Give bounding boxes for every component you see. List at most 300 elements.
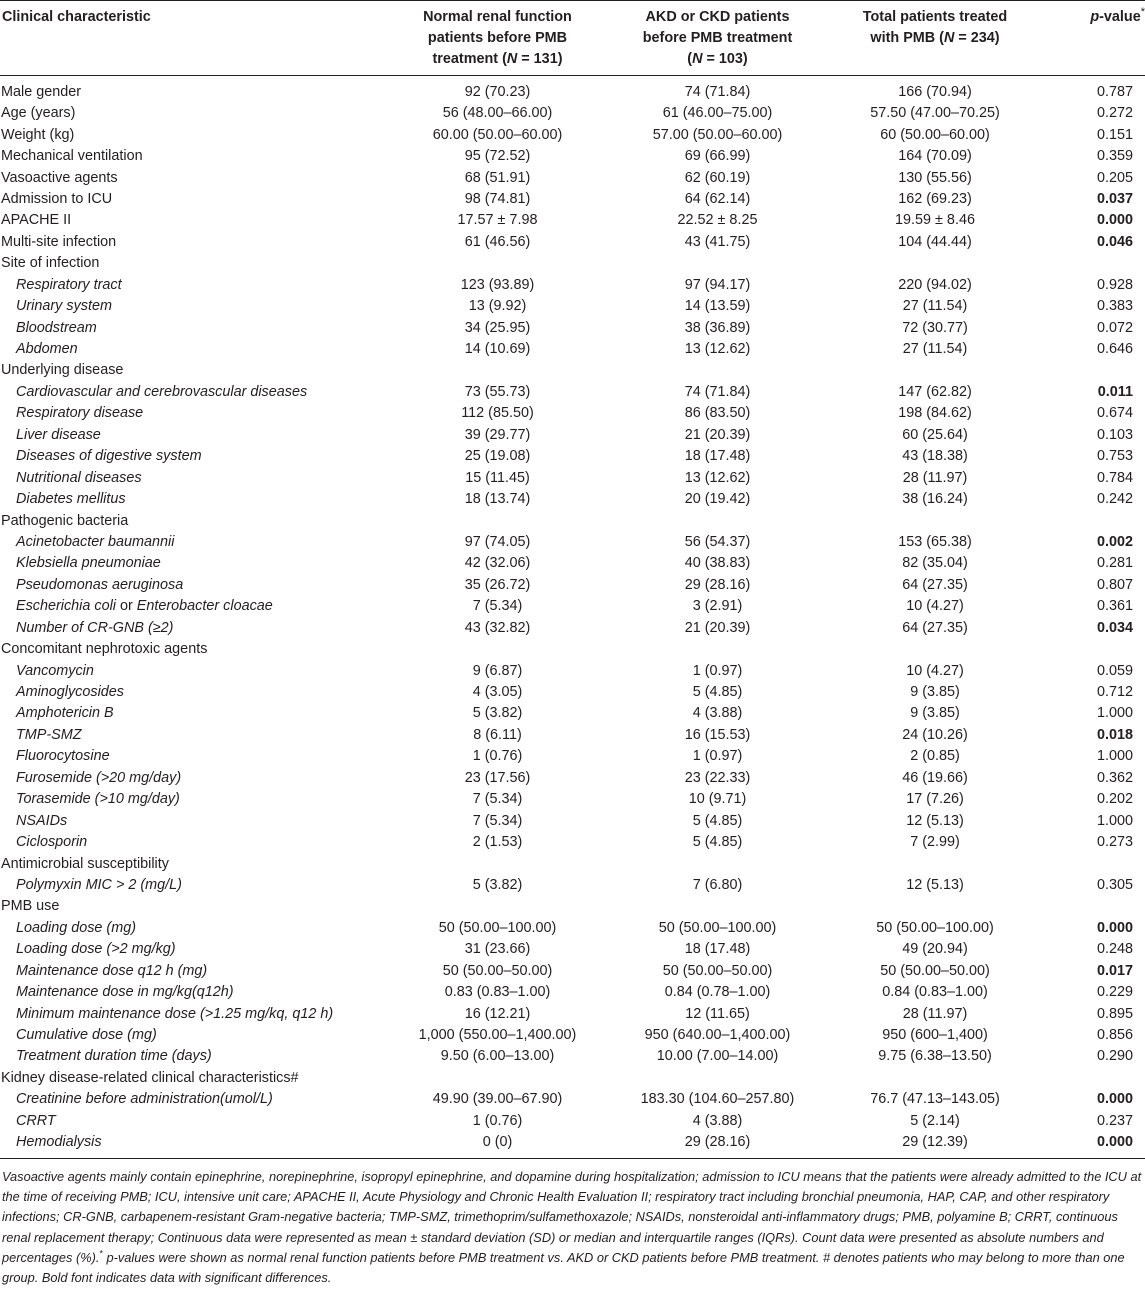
cell-akd-ckd: 20 (19.42) xyxy=(684,491,751,508)
cell-akd-ckd: 74 (71.84) xyxy=(684,383,751,400)
cell-p-value: 0.017 xyxy=(1096,962,1133,979)
row-label: Treatment duration time (days) xyxy=(16,1048,212,1065)
row-label: Aminoglycosides xyxy=(16,684,124,701)
cell-total: 38 (16.24) xyxy=(902,491,968,508)
table-row-group xyxy=(0,146,1145,167)
header-p-mark: * xyxy=(1140,6,1145,19)
table-row xyxy=(0,275,1145,296)
cell-akd-ckd: 950 (640.00–1,400.00) xyxy=(644,1027,791,1044)
cell-akd-ckd: 61 (46.00–75.00) xyxy=(662,105,773,122)
cell-total: 10 (4.27) xyxy=(906,598,964,615)
row-label: Cumulative dose (mg) xyxy=(16,1027,157,1044)
cell-akd-ckd: 29 (28.16) xyxy=(684,576,751,593)
header-p-rest: -value xyxy=(1099,9,1141,25)
cell-total xyxy=(825,1068,1045,1089)
cell-total xyxy=(825,639,1045,660)
row-label: Loading dose (>2 mg/kg) xyxy=(16,941,176,958)
row-label: CRRT xyxy=(16,1112,56,1129)
row-label: Underlying disease xyxy=(1,362,124,379)
cell-normal-renal: 14 (10.69) xyxy=(464,341,531,358)
cell-total: 950 (600–1,400) xyxy=(882,1027,988,1044)
cell-p-value: 0.000 xyxy=(1096,1091,1133,1108)
row-label: Vasoactive agents xyxy=(1,169,118,186)
cell-total: 153 (65.38) xyxy=(898,533,972,550)
table-body xyxy=(0,76,1145,1159)
cell-normal-renal: 1,000 (550.00–1,400.00) xyxy=(418,1027,577,1044)
table-row xyxy=(0,553,1145,574)
cell-p-value: 0.895 xyxy=(1096,1005,1133,1022)
row-label: PMB use xyxy=(1,898,60,915)
row-label: Age (years) xyxy=(1,105,76,122)
header-col2-line2: patients before PMB xyxy=(427,30,568,46)
row-label: Pathogenic bacteria xyxy=(1,512,129,529)
cell-p-value: 0.037 xyxy=(1096,190,1133,207)
cell-akd-ckd xyxy=(610,253,825,274)
header-col4-line2-pre: with PMB ( xyxy=(870,30,944,46)
header-col2-n: N xyxy=(506,51,518,67)
row-label: Antimicrobial susceptibility xyxy=(1,855,169,872)
table-row xyxy=(0,618,1145,639)
cell-akd-ckd xyxy=(610,510,825,531)
cell-normal-renal xyxy=(385,360,610,381)
cell-total: 50 (50.00–50.00) xyxy=(880,962,990,979)
table-row xyxy=(0,682,1145,703)
row-label: Amphotericin B xyxy=(16,705,114,722)
cell-normal-renal: 25 (19.08) xyxy=(464,448,531,465)
header-col3-line1: AKD or CKD patients xyxy=(645,9,790,25)
cell-p-value: 0.383 xyxy=(1096,298,1133,315)
row-label: Creatinine before administration(umol/L) xyxy=(16,1091,273,1108)
header-col4-line1: Total patients treated xyxy=(862,9,1008,25)
cell-p-value: 0.784 xyxy=(1096,469,1133,486)
cell-normal-renal: 49.90 (39.00–67.90) xyxy=(432,1091,563,1108)
cell-p-value xyxy=(1045,253,1145,274)
cell-p-value: 0.646 xyxy=(1096,341,1133,358)
row-label: Site of infection xyxy=(1,255,100,272)
cell-normal-renal: 23 (17.56) xyxy=(464,769,531,786)
cell-akd-ckd: 5 (4.85) xyxy=(692,684,743,701)
cell-akd-ckd: 4 (3.88) xyxy=(692,705,743,722)
cell-akd-ckd: 21 (20.39) xyxy=(684,619,751,636)
cell-p-value: 0.205 xyxy=(1096,169,1133,186)
cell-akd-ckd: 5 (4.85) xyxy=(692,834,743,851)
cell-akd-ckd: 29 (28.16) xyxy=(684,1134,751,1150)
cell-normal-renal xyxy=(385,896,610,917)
cell-total: 9.75 (6.38–13.50) xyxy=(878,1048,992,1065)
cell-p-value: 0.072 xyxy=(1096,319,1133,336)
cell-akd-ckd: 1 (0.97) xyxy=(692,662,743,679)
cell-p-value: 0.712 xyxy=(1096,684,1133,701)
table-row xyxy=(0,596,1145,617)
cell-total: 104 (44.44) xyxy=(898,233,972,250)
row-label: Diabetes mellitus xyxy=(16,491,126,508)
cell-normal-renal: 34 (25.95) xyxy=(464,319,531,336)
table-row xyxy=(0,832,1145,853)
header-clinical-characteristic xyxy=(0,1,385,76)
table-row-group xyxy=(0,189,1145,210)
cell-total: 220 (94.02) xyxy=(898,276,972,293)
table-row-group xyxy=(0,253,1145,274)
cell-total: 12 (5.13) xyxy=(906,812,964,829)
table-footnote xyxy=(0,1159,1145,1288)
cell-p-value: 0.248 xyxy=(1096,941,1133,958)
cell-p-value: 0.011 xyxy=(1097,383,1133,400)
header-total-pmb xyxy=(825,1,1045,76)
cell-normal-renal xyxy=(385,510,610,531)
cell-normal-renal: 50 (50.00–100.00) xyxy=(438,919,557,936)
cell-p-value: 0.281 xyxy=(1096,555,1133,572)
cell-total: 29 (12.39) xyxy=(902,1134,968,1150)
cell-normal-renal: 17.57 ± 7.98 xyxy=(457,212,538,229)
cell-akd-ckd: 86 (83.50) xyxy=(684,405,751,422)
row-label: Cardiovascular and cerebrovascular diseases xyxy=(16,383,308,400)
cell-total: 28 (11.97) xyxy=(902,1005,968,1022)
header-col2-line3-pre: treatment ( xyxy=(432,51,507,67)
row-label: Diseases of digestive system xyxy=(16,448,202,465)
cell-akd-ckd: 5 (4.85) xyxy=(692,812,743,829)
row-label: Respiratory tract xyxy=(16,276,122,293)
cell-normal-renal: 5 (3.82) xyxy=(472,705,523,722)
cell-p-value xyxy=(1045,896,1145,917)
cell-p-value: 0.059 xyxy=(1096,662,1133,679)
cell-akd-ckd: 13 (12.62) xyxy=(684,469,751,486)
header-col3-line3-pre: ( xyxy=(687,51,693,67)
cell-p-value: 0.359 xyxy=(1096,148,1133,165)
cell-akd-ckd: 10 (9.71) xyxy=(688,791,747,808)
row-label: Loading dose (mg) xyxy=(16,919,136,936)
cell-normal-renal: 39 (29.77) xyxy=(464,426,531,443)
header-col2-line1: Normal renal function xyxy=(423,9,572,25)
cell-p-value: 0.046 xyxy=(1096,233,1133,250)
table-row xyxy=(0,703,1145,724)
cell-normal-renal: 13 (9.92) xyxy=(468,298,527,315)
row-label: Furosemide (>20 mg/day) xyxy=(16,769,182,786)
cell-p-value xyxy=(1045,510,1145,531)
cell-total: 60 (50.00–60.00) xyxy=(880,126,990,143)
cell-normal-renal xyxy=(385,253,610,274)
cell-total: 24 (10.26) xyxy=(902,726,968,743)
cell-total: 60 (25.64) xyxy=(902,426,968,443)
row-label xyxy=(0,596,385,617)
cell-total: 198 (84.62) xyxy=(898,405,972,422)
cell-p-value: 0.034 xyxy=(1096,619,1133,636)
cell-normal-renal xyxy=(385,853,610,874)
cell-normal-renal: 9.50 (6.00–13.00) xyxy=(440,1048,555,1065)
table-row-group xyxy=(0,853,1145,874)
cell-p-value: 0.151 xyxy=(1096,126,1133,143)
cell-p-value: 0.361 xyxy=(1096,598,1133,615)
cell-p-value: 1.000 xyxy=(1096,748,1133,765)
cell-total: 28 (11.97) xyxy=(902,469,968,486)
table-row xyxy=(0,1111,1145,1132)
cell-akd-ckd: 4 (3.88) xyxy=(692,1112,743,1129)
table-row xyxy=(0,918,1145,939)
cell-normal-renal: 7 (5.34) xyxy=(472,812,523,829)
row-label: Respiratory disease xyxy=(16,405,144,422)
cell-total: 76.7 (47.13–143.05) xyxy=(870,1091,1000,1108)
table-row xyxy=(0,725,1145,746)
cell-akd-ckd: 74 (71.84) xyxy=(684,84,751,100)
row-label: Maintenance dose q12 h (mg) xyxy=(16,962,208,979)
row-label: Acinetobacter baumannii xyxy=(16,533,175,550)
table-row xyxy=(0,810,1145,831)
table-row-group xyxy=(0,232,1145,253)
cell-akd-ckd: 3 (2.91) xyxy=(692,598,743,615)
cell-p-value: 0.000 xyxy=(1096,212,1133,229)
table-row-group xyxy=(0,124,1145,145)
row-label: Mechanical ventilation xyxy=(1,148,143,165)
cell-p-value: 1.000 xyxy=(1096,705,1133,722)
table-row xyxy=(0,467,1145,488)
table-row xyxy=(0,296,1145,317)
cell-p-value: 0.272 xyxy=(1096,105,1133,122)
cell-normal-renal: 98 (74.81) xyxy=(464,190,531,207)
row-label: Admission to ICU xyxy=(1,190,113,207)
row-label: Pseudomonas aeruginosa xyxy=(16,576,184,593)
cell-p-value: 0.103 xyxy=(1096,426,1133,443)
cell-total: 9 (3.85) xyxy=(910,684,960,701)
table-row xyxy=(0,1003,1145,1024)
cell-total: 12 (5.13) xyxy=(906,876,964,893)
table-row xyxy=(0,939,1145,960)
table-row xyxy=(0,575,1145,596)
table-row xyxy=(0,875,1145,896)
cell-normal-renal: 42 (32.06) xyxy=(464,555,531,572)
header-p-italic: p xyxy=(1090,9,1100,25)
table-row xyxy=(0,382,1145,403)
cell-p-value: 0.290 xyxy=(1096,1048,1133,1065)
cell-p-value: 0.202 xyxy=(1096,791,1133,808)
cell-akd-ckd: 183.30 (104.60–257.80) xyxy=(640,1091,795,1108)
cell-akd-ckd: 69 (66.99) xyxy=(684,148,751,165)
row-label: Klebsiella pneumoniae xyxy=(16,555,161,572)
cell-normal-renal xyxy=(385,1068,610,1089)
cell-total: 57.50 (47.00–70.25) xyxy=(870,105,1000,122)
cell-akd-ckd: 14 (13.59) xyxy=(684,298,751,315)
cell-normal-renal: 1 (0.76) xyxy=(472,1112,523,1129)
table-row-group xyxy=(0,510,1145,531)
cell-akd-ckd: 18 (17.48) xyxy=(684,448,751,465)
cell-normal-renal: 61 (46.56) xyxy=(464,233,531,250)
table-row xyxy=(0,489,1145,510)
cell-normal-renal: 73 (55.73) xyxy=(464,383,531,400)
table-row xyxy=(0,403,1145,424)
table-row xyxy=(0,1132,1145,1159)
cell-total xyxy=(825,853,1045,874)
cell-akd-ckd: 22.52 ± 8.25 xyxy=(677,212,758,229)
cell-p-value: 0.753 xyxy=(1096,448,1133,465)
cell-total: 27 (11.54) xyxy=(902,341,968,358)
cell-p-value: 0.002 xyxy=(1096,533,1133,550)
cell-normal-renal: 2 (1.53) xyxy=(472,834,523,851)
cell-p-value: 0.242 xyxy=(1096,491,1133,508)
cell-total xyxy=(825,510,1045,531)
row-label: Number of CR-GNB (≥2) xyxy=(16,619,174,636)
cell-total: 64 (27.35) xyxy=(902,619,968,636)
cell-akd-ckd: 7 (6.80) xyxy=(692,876,743,893)
conjunction: or xyxy=(115,598,137,615)
cell-p-value: 0.000 xyxy=(1096,919,1133,936)
cell-normal-renal: 35 (26.72) xyxy=(464,576,531,593)
cell-akd-ckd xyxy=(610,896,825,917)
cell-total: 27 (11.54) xyxy=(902,298,968,315)
cell-akd-ckd: 50 (50.00–100.00) xyxy=(658,919,777,936)
cell-akd-ckd xyxy=(610,639,825,660)
cell-total xyxy=(825,896,1045,917)
cell-akd-ckd: 57.00 (50.00–60.00) xyxy=(652,126,783,143)
cell-p-value: 1.000 xyxy=(1096,812,1133,829)
table-row-group xyxy=(0,896,1145,917)
cell-normal-renal: 0.83 (0.83–1.00) xyxy=(444,984,551,1001)
cell-p-value: 0.807 xyxy=(1096,576,1133,593)
cell-p-value: 0.674 xyxy=(1096,405,1133,422)
table-row xyxy=(0,1025,1145,1046)
cell-normal-renal: 16 (12.21) xyxy=(464,1005,531,1022)
header-col3-line3-post: = 103) xyxy=(702,51,748,67)
row-label: Maintenance dose in mg/kg(q12h) xyxy=(16,984,234,1001)
cell-normal-renal: 31 (23.66) xyxy=(464,941,531,958)
cell-total: 9 (3.85) xyxy=(910,705,960,722)
cell-akd-ckd: 12 (11.65) xyxy=(685,1005,750,1022)
cell-akd-ckd xyxy=(610,1068,825,1089)
cell-normal-renal: 56 (48.00–66.00) xyxy=(442,105,553,122)
header-col4-line2-post: = 234) xyxy=(954,30,1000,46)
row-label: Vancomycin xyxy=(16,662,94,679)
row-label: Hemodialysis xyxy=(16,1134,102,1150)
cell-normal-renal: 60.00 (50.00–60.00) xyxy=(432,126,563,143)
cell-normal-renal: 8 (6.11) xyxy=(473,726,522,743)
cell-normal-renal: 7 (5.34) xyxy=(472,598,523,615)
cell-p-value: 0.928 xyxy=(1096,276,1133,293)
cell-total: 164 (70.09) xyxy=(898,148,972,165)
cell-p-value xyxy=(1045,853,1145,874)
cell-total: 147 (62.82) xyxy=(898,383,972,400)
cell-p-value: 0.237 xyxy=(1096,1112,1133,1129)
cell-akd-ckd: 0.84 (0.78–1.00) xyxy=(664,984,771,1001)
cell-p-value: 0.018 xyxy=(1096,726,1133,743)
cell-total: 17 (7.26) xyxy=(906,791,964,808)
table-row xyxy=(0,425,1145,446)
footnote-mark: * xyxy=(99,1248,103,1259)
header-col2-line3-post: = 131) xyxy=(517,51,563,67)
table-row-group xyxy=(0,639,1145,660)
cell-total: 50 (50.00–100.00) xyxy=(876,919,994,936)
table-row xyxy=(0,660,1145,681)
cell-akd-ckd: 56 (54.37) xyxy=(684,533,751,550)
cell-normal-renal: 5 (3.82) xyxy=(472,876,523,893)
row-label: Polymyxin MIC > 2 (mg/L) xyxy=(16,876,182,893)
species-name: Enterobacter cloacae xyxy=(136,598,273,615)
cell-total: 19.59 ± 8.46 xyxy=(895,212,975,229)
cell-total: 7 (2.99) xyxy=(910,834,960,851)
row-label: NSAIDs xyxy=(16,812,68,829)
row-label: Urinary system xyxy=(16,298,112,315)
header-col1-text: Clinical characteristic xyxy=(2,9,151,25)
cell-akd-ckd: 43 (41.75) xyxy=(684,233,751,250)
cell-total xyxy=(825,253,1045,274)
cell-total: 43 (18.38) xyxy=(902,448,968,465)
table-row xyxy=(0,961,1145,982)
header-row xyxy=(0,1,1145,76)
table-row-group xyxy=(0,76,1145,104)
cell-p-value: 0.273 xyxy=(1096,834,1133,851)
cell-normal-renal: 97 (74.05) xyxy=(464,533,531,550)
cell-normal-renal: 123 (93.89) xyxy=(460,276,535,293)
row-label: TMP-SMZ xyxy=(16,726,82,743)
cell-akd-ckd xyxy=(610,853,825,874)
cell-akd-ckd xyxy=(610,360,825,381)
cell-akd-ckd: 38 (36.89) xyxy=(684,319,751,336)
table-row-group xyxy=(0,167,1145,188)
cell-p-value: 0.362 xyxy=(1096,769,1133,786)
cell-akd-ckd: 50 (50.00–50.00) xyxy=(662,962,773,979)
table-row xyxy=(0,532,1145,553)
cell-total: 10 (4.27) xyxy=(906,662,964,679)
cell-akd-ckd: 62 (60.19) xyxy=(684,169,751,186)
cell-p-value: 0.787 xyxy=(1096,84,1133,100)
row-label: Minimum maintenance dose (>1.25 mg/kq, q12 h) xyxy=(16,1005,334,1022)
cell-total: 46 (19.66) xyxy=(902,769,968,786)
cell-normal-renal: 15 (11.45) xyxy=(465,469,530,486)
cell-normal-renal xyxy=(385,639,610,660)
cell-normal-renal: 50 (50.00–50.00) xyxy=(442,962,553,979)
cell-total xyxy=(825,360,1045,381)
cell-total: 130 (55.56) xyxy=(898,169,972,186)
table-header xyxy=(0,1,1145,76)
table-row xyxy=(0,789,1145,810)
cell-p-value xyxy=(1045,360,1145,381)
cell-akd-ckd: 23 (22.33) xyxy=(684,769,751,786)
cell-akd-ckd: 97 (94.17) xyxy=(684,276,751,293)
cell-p-value: 0.856 xyxy=(1096,1027,1133,1044)
cell-total: 72 (30.77) xyxy=(902,319,968,336)
cell-normal-renal: 112 (85.50) xyxy=(461,405,534,422)
row-label: Liver disease xyxy=(16,426,101,443)
row-label: APACHE II xyxy=(1,212,72,229)
header-col3-line2: before PMB treatment xyxy=(642,30,793,46)
cell-normal-renal: 4 (3.05) xyxy=(472,684,523,701)
row-label: Multi-site infection xyxy=(1,233,117,250)
row-label: Abdomen xyxy=(16,341,78,358)
table-row xyxy=(0,339,1145,360)
cell-akd-ckd: 64 (62.14) xyxy=(684,190,751,207)
table-row xyxy=(0,1046,1145,1067)
row-label: Torasemide (>10 mg/day) xyxy=(16,791,180,808)
cell-total: 162 (69.23) xyxy=(898,190,972,207)
cell-normal-renal: 1 (0.76) xyxy=(472,748,523,765)
row-label: Weight (kg) xyxy=(1,126,75,143)
table-row xyxy=(0,768,1145,789)
row-label: Nutritional diseases xyxy=(16,469,142,486)
cell-p-value: 0.229 xyxy=(1096,984,1133,1001)
header-normal-renal xyxy=(385,1,610,76)
cell-p-value: 0.000 xyxy=(1096,1134,1133,1150)
cell-akd-ckd: 16 (15.53) xyxy=(684,726,751,743)
cell-total: 0.84 (0.83–1.00) xyxy=(882,984,988,1001)
cell-normal-renal: 9 (6.87) xyxy=(472,662,523,679)
table-row xyxy=(0,317,1145,338)
table-row xyxy=(0,746,1145,767)
cell-total: 82 (35.04) xyxy=(902,555,968,572)
cell-akd-ckd: 21 (20.39) xyxy=(684,426,751,443)
cell-akd-ckd: 13 (12.62) xyxy=(684,341,751,358)
cell-akd-ckd: 40 (38.83) xyxy=(684,555,751,572)
header-col3-n: N xyxy=(692,51,703,67)
cell-total: 49 (20.94) xyxy=(902,941,968,958)
cell-p-value xyxy=(1045,1068,1145,1089)
table-row-group xyxy=(0,1068,1145,1089)
header-akd-ckd xyxy=(610,1,825,76)
